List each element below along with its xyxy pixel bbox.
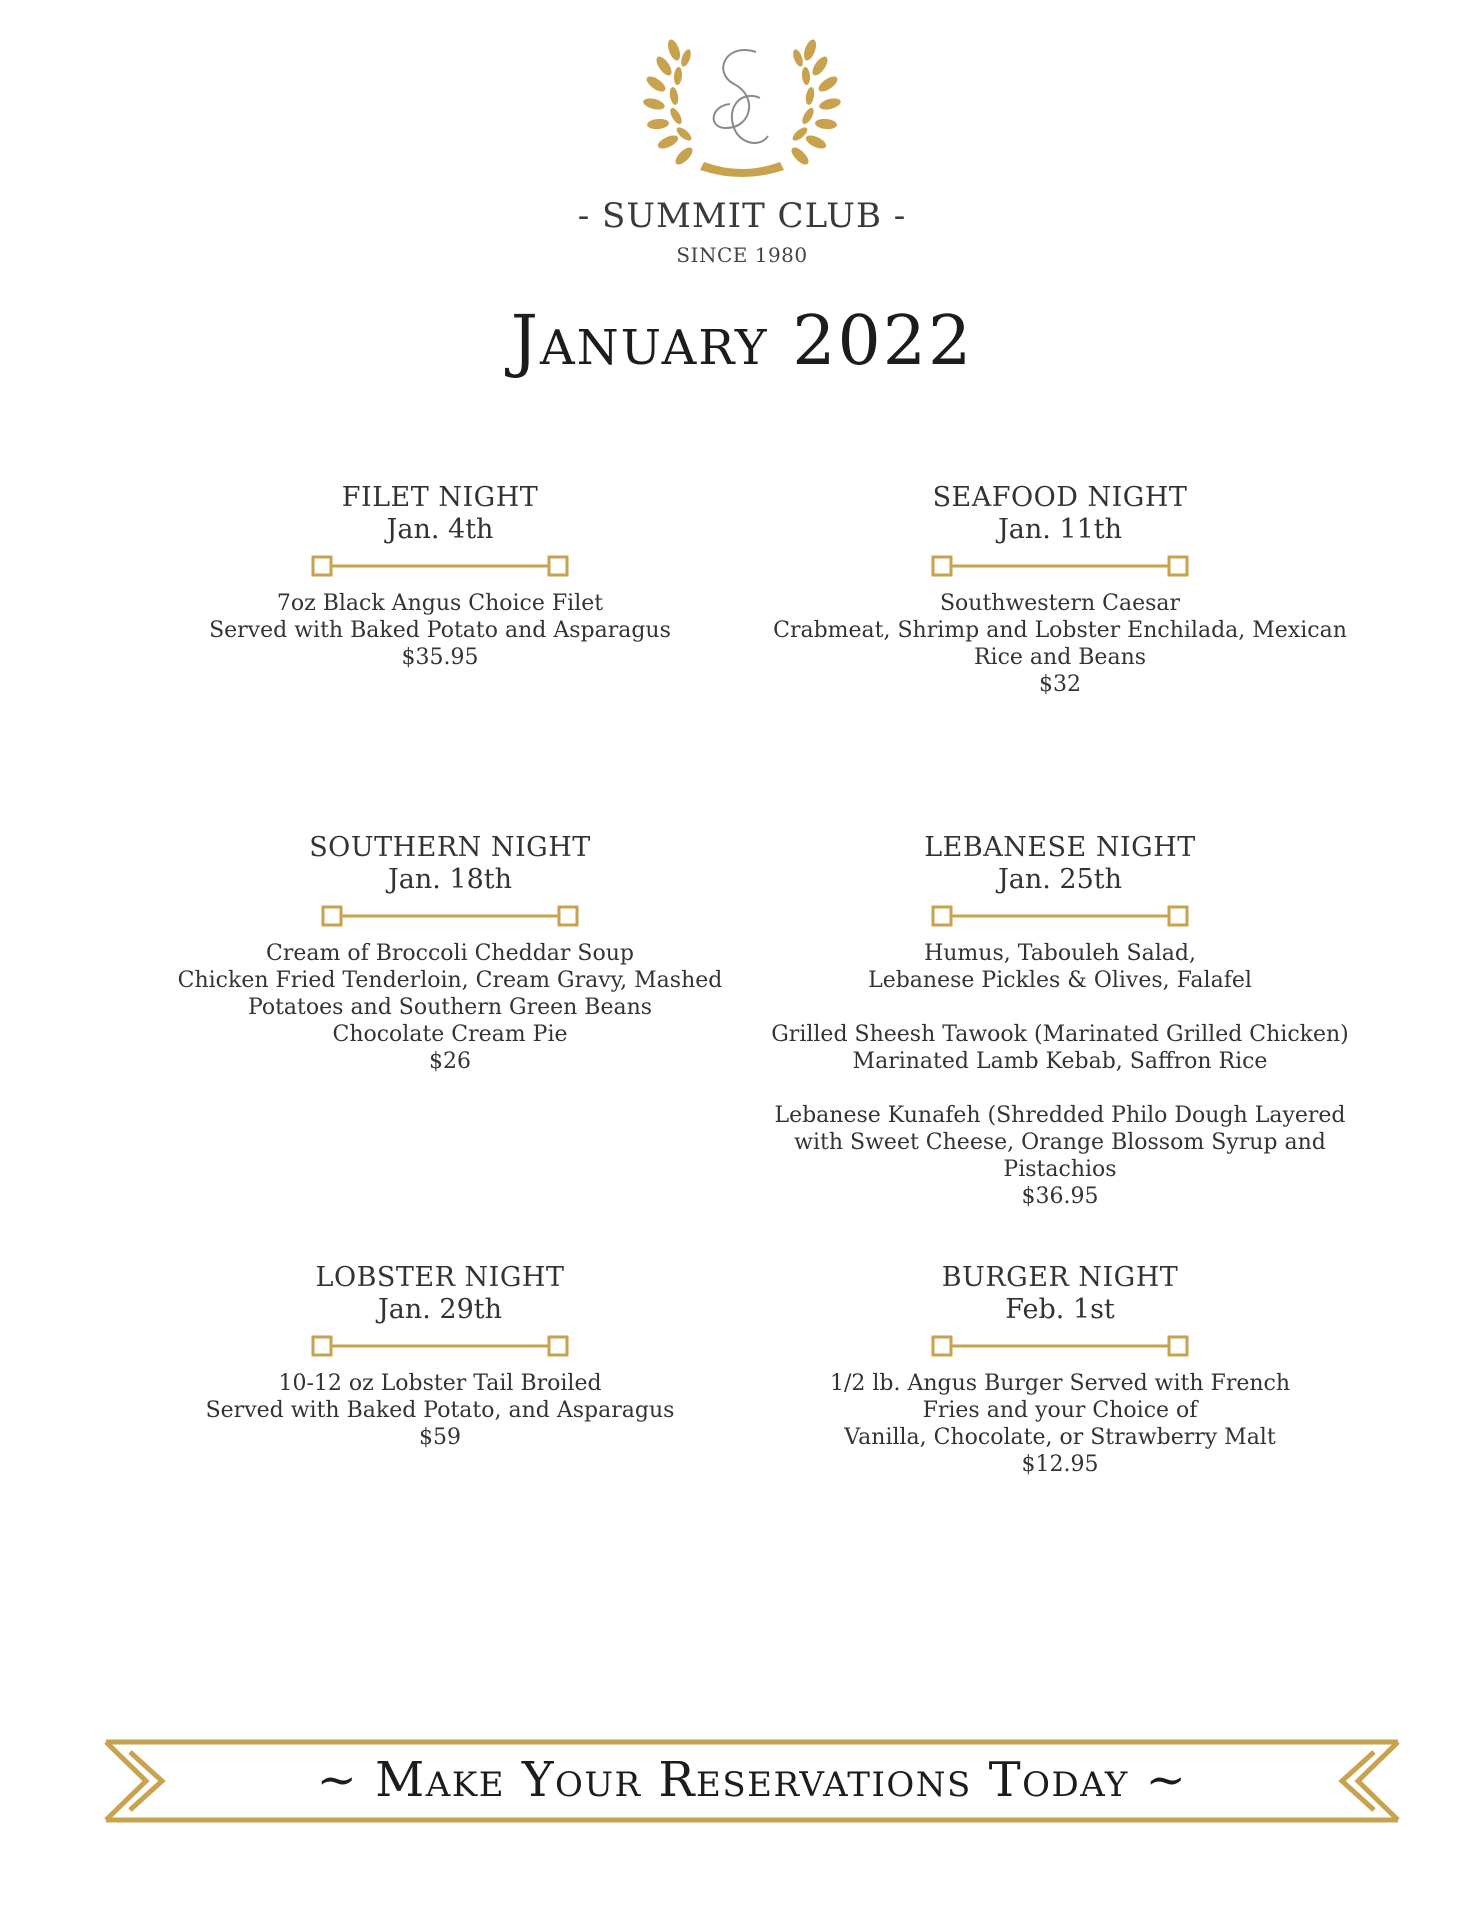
event-title: LEBANESE NIGHT <box>924 832 1196 863</box>
menu-line: Chicken Fried Tenderloin, Cream Gravy, Mashed <box>177 968 723 993</box>
since-text: SINCE 1980 <box>676 243 808 267</box>
event-date: Jan. 18th <box>387 864 513 895</box>
event-date: Feb. 1st <box>1005 1294 1115 1325</box>
event-date: Jan. 4th <box>386 514 494 545</box>
menu-line: Served with Baked Potato and Asparagus <box>209 618 671 643</box>
event-title: FILET NIGHT <box>341 482 539 513</box>
menu-line: Rice and Beans <box>973 645 1147 670</box>
menu-line: 10-12 oz Lobster Tail Broiled <box>278 1371 602 1396</box>
price: $32 <box>1039 672 1081 697</box>
event-date: Jan. 25th <box>997 864 1123 895</box>
menu-line: Grilled Sheesh Tawook (Marinated Grilled Chicken) <box>771 1022 1349 1047</box>
price: $59 <box>419 1425 461 1450</box>
event-date: Jan. 29th <box>377 1294 503 1325</box>
menu-line: Marinated Lamb Kebab, Saffron Rice <box>852 1049 1268 1074</box>
menu-line: with Sweet Cheese, Orange Blossom Syrup and <box>794 1130 1326 1155</box>
menu-line: Pistachios <box>1003 1157 1117 1182</box>
menu-line: Served with Baked Potato, and Asparagus <box>205 1398 675 1423</box>
menu-line: 7oz Black Angus Choice Filet <box>276 591 604 616</box>
event-seafood-night <box>770 482 1350 698</box>
menu-line: Southwestern Caesar <box>939 591 1181 616</box>
event-title: BURGER NIGHT <box>941 1262 1179 1293</box>
event-title: LOBSTER NIGHT <box>315 1262 565 1293</box>
event-date: Jan. 11th <box>997 514 1123 545</box>
price: $36.95 <box>1021 1184 1099 1209</box>
menu-line: Humus, Tabouleh Salad, <box>924 941 1196 966</box>
event-title: SOUTHERN NIGHT <box>309 832 591 863</box>
event-burger-night <box>770 1262 1350 1478</box>
price: $12.95 <box>1021 1452 1099 1477</box>
menu-line: 1/2 lb. Angus Burger Served with French <box>829 1371 1291 1396</box>
price: $35.95 <box>401 645 479 670</box>
event-lobster-night <box>180 1262 700 1451</box>
menu-line: Lebanese Kunafeh (Shredded Philo Dough Layered <box>774 1103 1346 1128</box>
gold-divider-icon <box>320 904 580 928</box>
laurel-wreath-logo-icon <box>634 32 850 182</box>
menu-line: Chocolate Cream Pie <box>332 1022 568 1047</box>
brand-name: - SUMMIT CLUB - <box>577 196 907 236</box>
event-southern-night <box>170 832 730 1075</box>
reservation-banner-text: ~ Make Your Reservations Today ~ <box>316 1752 1188 1808</box>
menu-line: Lebanese Pickles & Olives, Falafel <box>868 968 1252 993</box>
price: $26 <box>429 1049 471 1074</box>
event-lebanese-night <box>770 832 1350 1210</box>
gold-divider-icon <box>310 1334 570 1358</box>
event-title: SEAFOOD NIGHT <box>932 482 1188 513</box>
gold-divider-icon <box>930 554 1190 578</box>
menu-line: Vanilla, Chocolate, or Strawberry Malt <box>844 1425 1276 1450</box>
gold-divider-icon <box>930 1334 1190 1358</box>
page-title: January 2022 <box>510 302 974 381</box>
menu-line: Cream of Broccoli Cheddar Soup <box>266 941 634 966</box>
menu-line: Crabmeat, Shrimp and Lobster Enchilada, Mexican <box>773 618 1347 643</box>
event-filet-night <box>180 482 700 671</box>
gold-divider-icon <box>310 554 570 578</box>
gold-divider-icon <box>930 904 1190 928</box>
menu-line: Fries and your Choice of <box>922 1398 1198 1423</box>
menu-line: Potatoes and Southern Green Beans <box>247 995 653 1020</box>
